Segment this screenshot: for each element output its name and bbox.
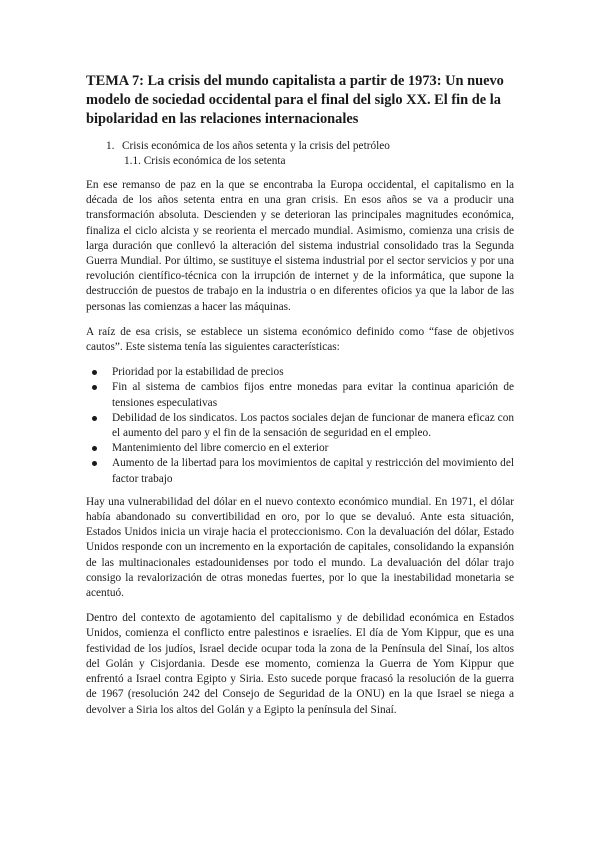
outline-item-1-number: 1. [106, 140, 115, 152]
list-item-text: Prioridad por la estabilidad de precios [112, 366, 284, 379]
list-item [86, 411, 514, 441]
document-content [86, 72, 514, 728]
bullet-icon [92, 385, 97, 390]
section-outline [86, 139, 514, 168]
list-item-text: Fin al sistema de cambios fijos entre monedas para evitar la continua aparición de tensiones especulativas [112, 381, 514, 409]
paragraph-3: Hay una vulnerabilidad del dólar en el nuevo contexto económico mundial. En 1971, el dólar había abandonado su convertibilidad en oro, por lo que se devaluó. Ante esta situación, Estados Unidos inicia un viraje hacia el proteccionismo. Con la devaluación del dólar, Estado Unidos responde con un incremento en la exportación de capitales, consolidando la expansión de las multinacionales estadounidenses por todo el mundo. La devaluación del dólar trajo consigo la revalorización de otras monedas fuertes, por lo que la inestabilidad monetaria se acentuó. [86, 495, 514, 600]
bullet-icon [92, 446, 97, 451]
bullet-icon [92, 370, 97, 375]
paragraph-4: Dentro del contexto de agotamiento del capitalismo y de debilidad económica en Estados Unidos, comienza el conflicto entre palestinos e israelíes. El día de Yom Kippur, que es una festividad de los judíos, Israel decide ocupar toda la zona de la Península del Sinaí, los altos del Golán y Cisjordania. Desde ese momento, comienza la Guerra de Yom Kippur que enfrentó a Israel contra Egipto y Siria. Esto sucede porque fracasó la resolución de la guerra de 1967 (resolución 242 del Consejo de Seguridad de la ONU) en la que Israel se niega a devolver a Siria los altos del Golán y a Egipto la península del Sinaí. [86, 612, 514, 716]
outline-item-1-label: Crisis económica de los años setenta y la crisis del petróleo [122, 140, 390, 152]
document-title: TEMA 7: La crisis del mundo capitalista a partir de 1973: Un nuevo modelo de sociedad occidental para el final del siglo XX. El fin de la bipolaridad en las relaciones internacionales [86, 73, 504, 127]
list-item [86, 380, 514, 410]
list-item-text: Mantenimiento del libre comercio en el exterior [112, 442, 329, 455]
list-item-text: Debilidad de los sindicatos. Los pactos sociales dejan de funcionar de manera eficaz con el aumento del paro y el fin de la sensación de seguridad en el empleo. [112, 411, 514, 440]
characteristics-list [86, 365, 514, 487]
list-item [86, 456, 514, 486]
list-item [86, 365, 514, 380]
list-item [86, 441, 514, 456]
bullet-icon [92, 416, 97, 421]
outline-item-1-1: 1.1. Crisis económica de los setenta [124, 154, 286, 167]
bullet-icon [92, 461, 97, 466]
outline-item-1 [86, 139, 514, 154]
paragraph-2: A raíz de esa crisis, se establece un sistema económico definido como “fase de objetivos cautos”. Este sistema tenía las siguientes características: [86, 325, 514, 354]
paragraph-1: En ese remanso de paz en la que se encontraba la Europa occidental, el capitalismo en la década de los años setenta entra en una gran crisis. En esos años se va a producir una transformación absoluta. Descienden y se deterioran las principales magnitudes económica, finaliza el ciclo alcista y se reorienta el mercado mundial. Asimismo, comienza una crisis de larga duración que conllevó la alteración del sistema industrial consolidado tras la Segunda Guerra Mundial. Por último, se sustituye el sistema industrial por el sector servicios y por una revolución científico-técnica con la irrupción de internet y de la informática, que supone la destrucción de puestos de trabajo en la industria o en diferentes oficios ya que la labor de las personas las comienzas a hacer las máquinas. [86, 179, 514, 313]
list-item-text: Aumento de la libertad para los movimientos de capital y restricción del movimiento del factor trabajo [112, 457, 514, 485]
